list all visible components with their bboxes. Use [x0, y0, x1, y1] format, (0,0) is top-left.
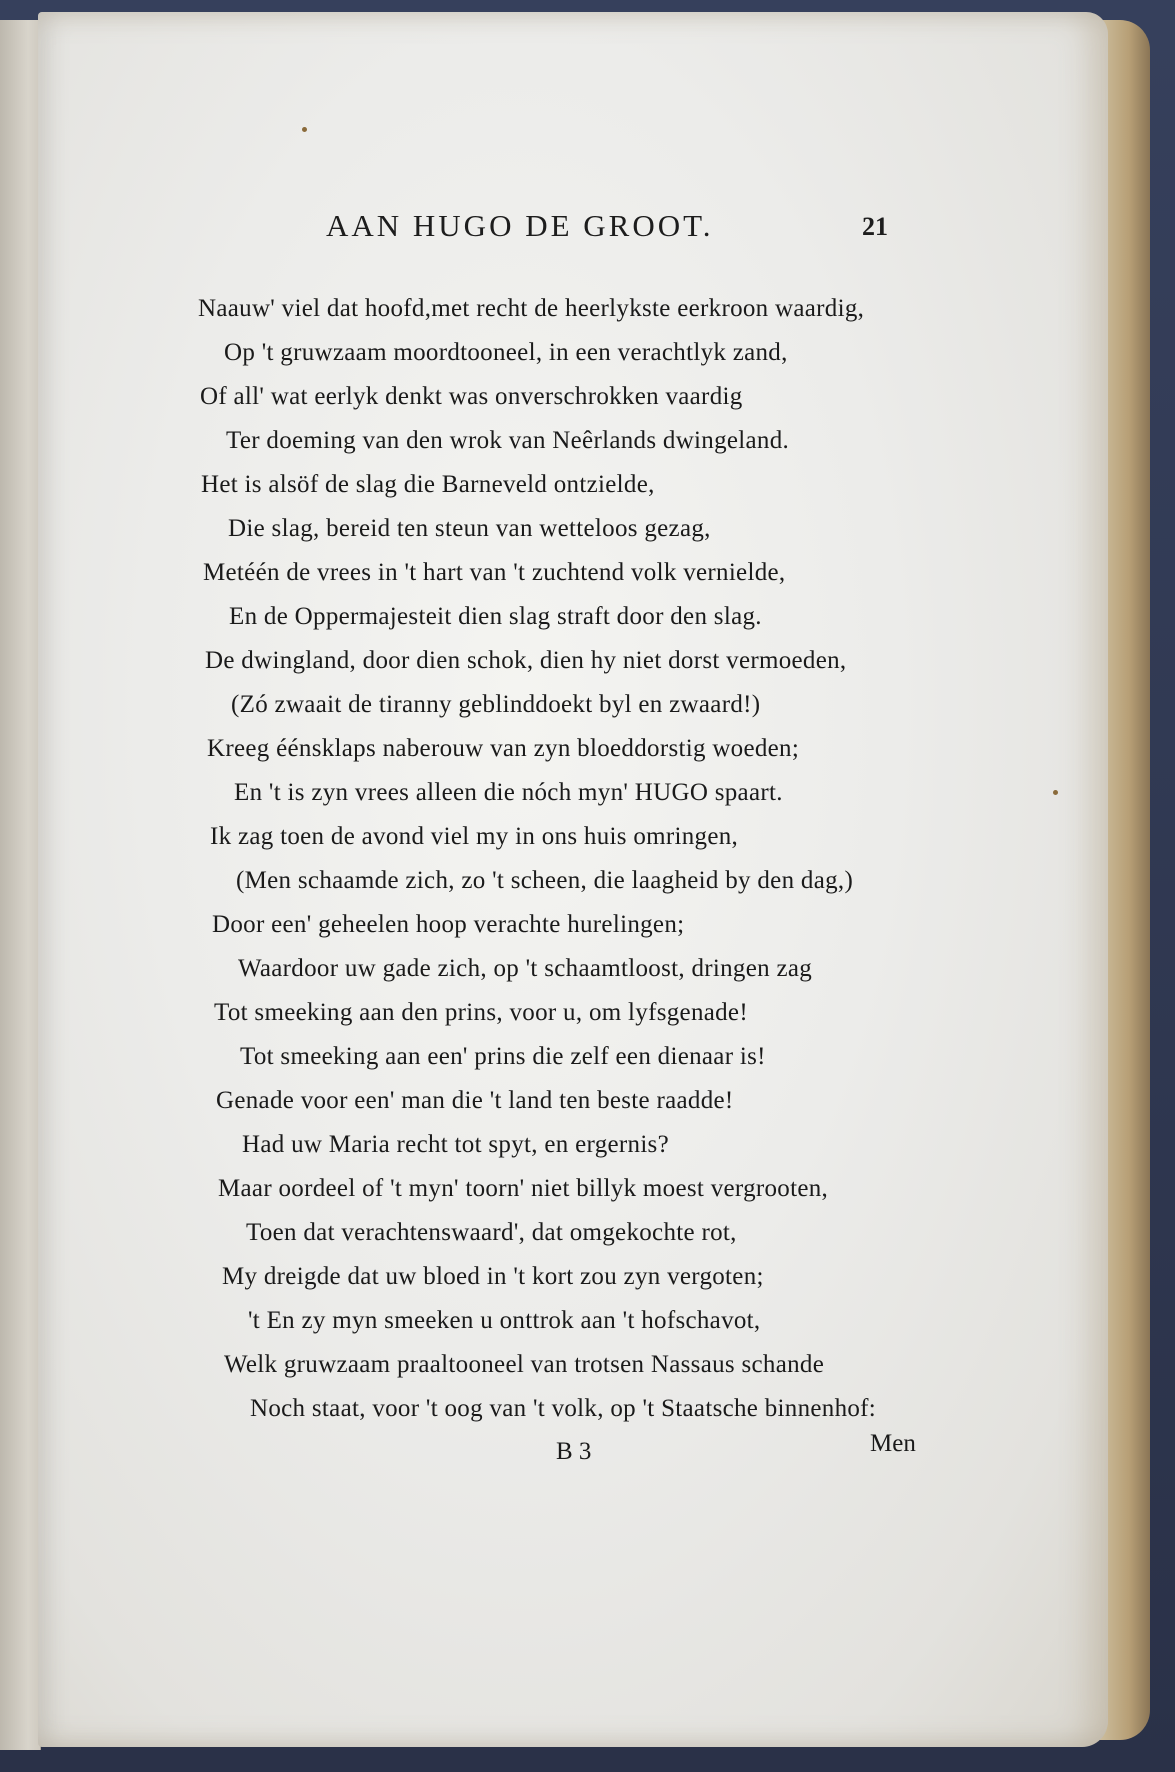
verse-line: Tot smeeking aan den prins, voor u, om lyfsgenade!: [214, 999, 748, 1026]
running-head: AAN HUGO DE GROOT.: [326, 208, 714, 243]
verse-line: Welk gruwzaam praaltooneel van trotsen Nassaus schande: [224, 1351, 825, 1378]
verse-line: Waardoor uw gade zich, op 't schaamtloost, dringen zag: [238, 955, 813, 982]
verse-line: My dreigde dat uw bloed in 't kort zou zyn vergoten;: [222, 1263, 764, 1290]
verse-line: 't En zy myn smeeken u onttrok aan 't hofschavot,: [248, 1307, 761, 1334]
verse-line: Ik zag toen de avond viel my in ons huis omringen,: [210, 823, 739, 850]
verse-line: Die slag, bereid ten steun van wetteloos gezag,: [228, 515, 711, 542]
verse-line: Noch staat, voor 't oog van 't volk, op 't Staatsche binnenhof:: [250, 1395, 877, 1422]
verse-line: En de Oppermajesteit dien slag straft door den slag.: [229, 603, 762, 630]
verse-line: De dwingland, door dien schok, dien hy niet dorst vermoeden,: [205, 647, 847, 674]
verse-line: Het is alsöf de slag die Barneveld ontzielde,: [201, 471, 655, 498]
verse-line: En 't is zyn vrees alleen die nóch myn' HUGO spaart.: [234, 779, 783, 806]
verse-line: Of all' wat eerlyk denkt was onverschrokken vaardig: [200, 383, 743, 410]
catchword: Men: [870, 1430, 916, 1457]
verse-line: Op 't gruwzaam moordtooneel, in een verachtlyk zand,: [224, 339, 788, 366]
verse-line: Had uw Maria recht tot spyt, en ergernis?: [242, 1131, 669, 1158]
page-number: 21: [862, 212, 888, 241]
verse-line: Toen dat verachtenswaard', dat omgekochte rot,: [246, 1219, 737, 1246]
verse-line: Naauw' viel dat hoofd,met recht de heerlykste eerkroon waardig,: [198, 295, 865, 322]
verse-line: (Zó zwaait de tiranny geblinddoekt byl en zwaard!): [231, 691, 761, 718]
verse-line: Kreeg éénsklaps naberouw van zyn bloeddorstig woeden;: [207, 735, 800, 762]
verse-line: (Men schaamde zich, zo 't scheen, die laagheid by den dag,): [236, 867, 854, 894]
signature-mark: B 3: [556, 1438, 592, 1465]
verse-line: Maar oordeel of 't myn' toorn' niet billyk moest vergrooten,: [218, 1175, 829, 1202]
verse-line: Door een' geheelen hoop verachte hurelingen;: [212, 911, 685, 938]
verse-line: Tot smeeking aan een' prins die zelf een dienaar is!: [240, 1043, 766, 1070]
verse-line: Genade voor een' man die 't land ten beste raadde!: [216, 1087, 734, 1114]
verse-line: Ter doeming van den wrok van Neêrlands dwingeland.: [226, 427, 790, 454]
verse-line: Metéén de vrees in 't hart van 't zuchtend volk vernielde,: [203, 559, 786, 586]
